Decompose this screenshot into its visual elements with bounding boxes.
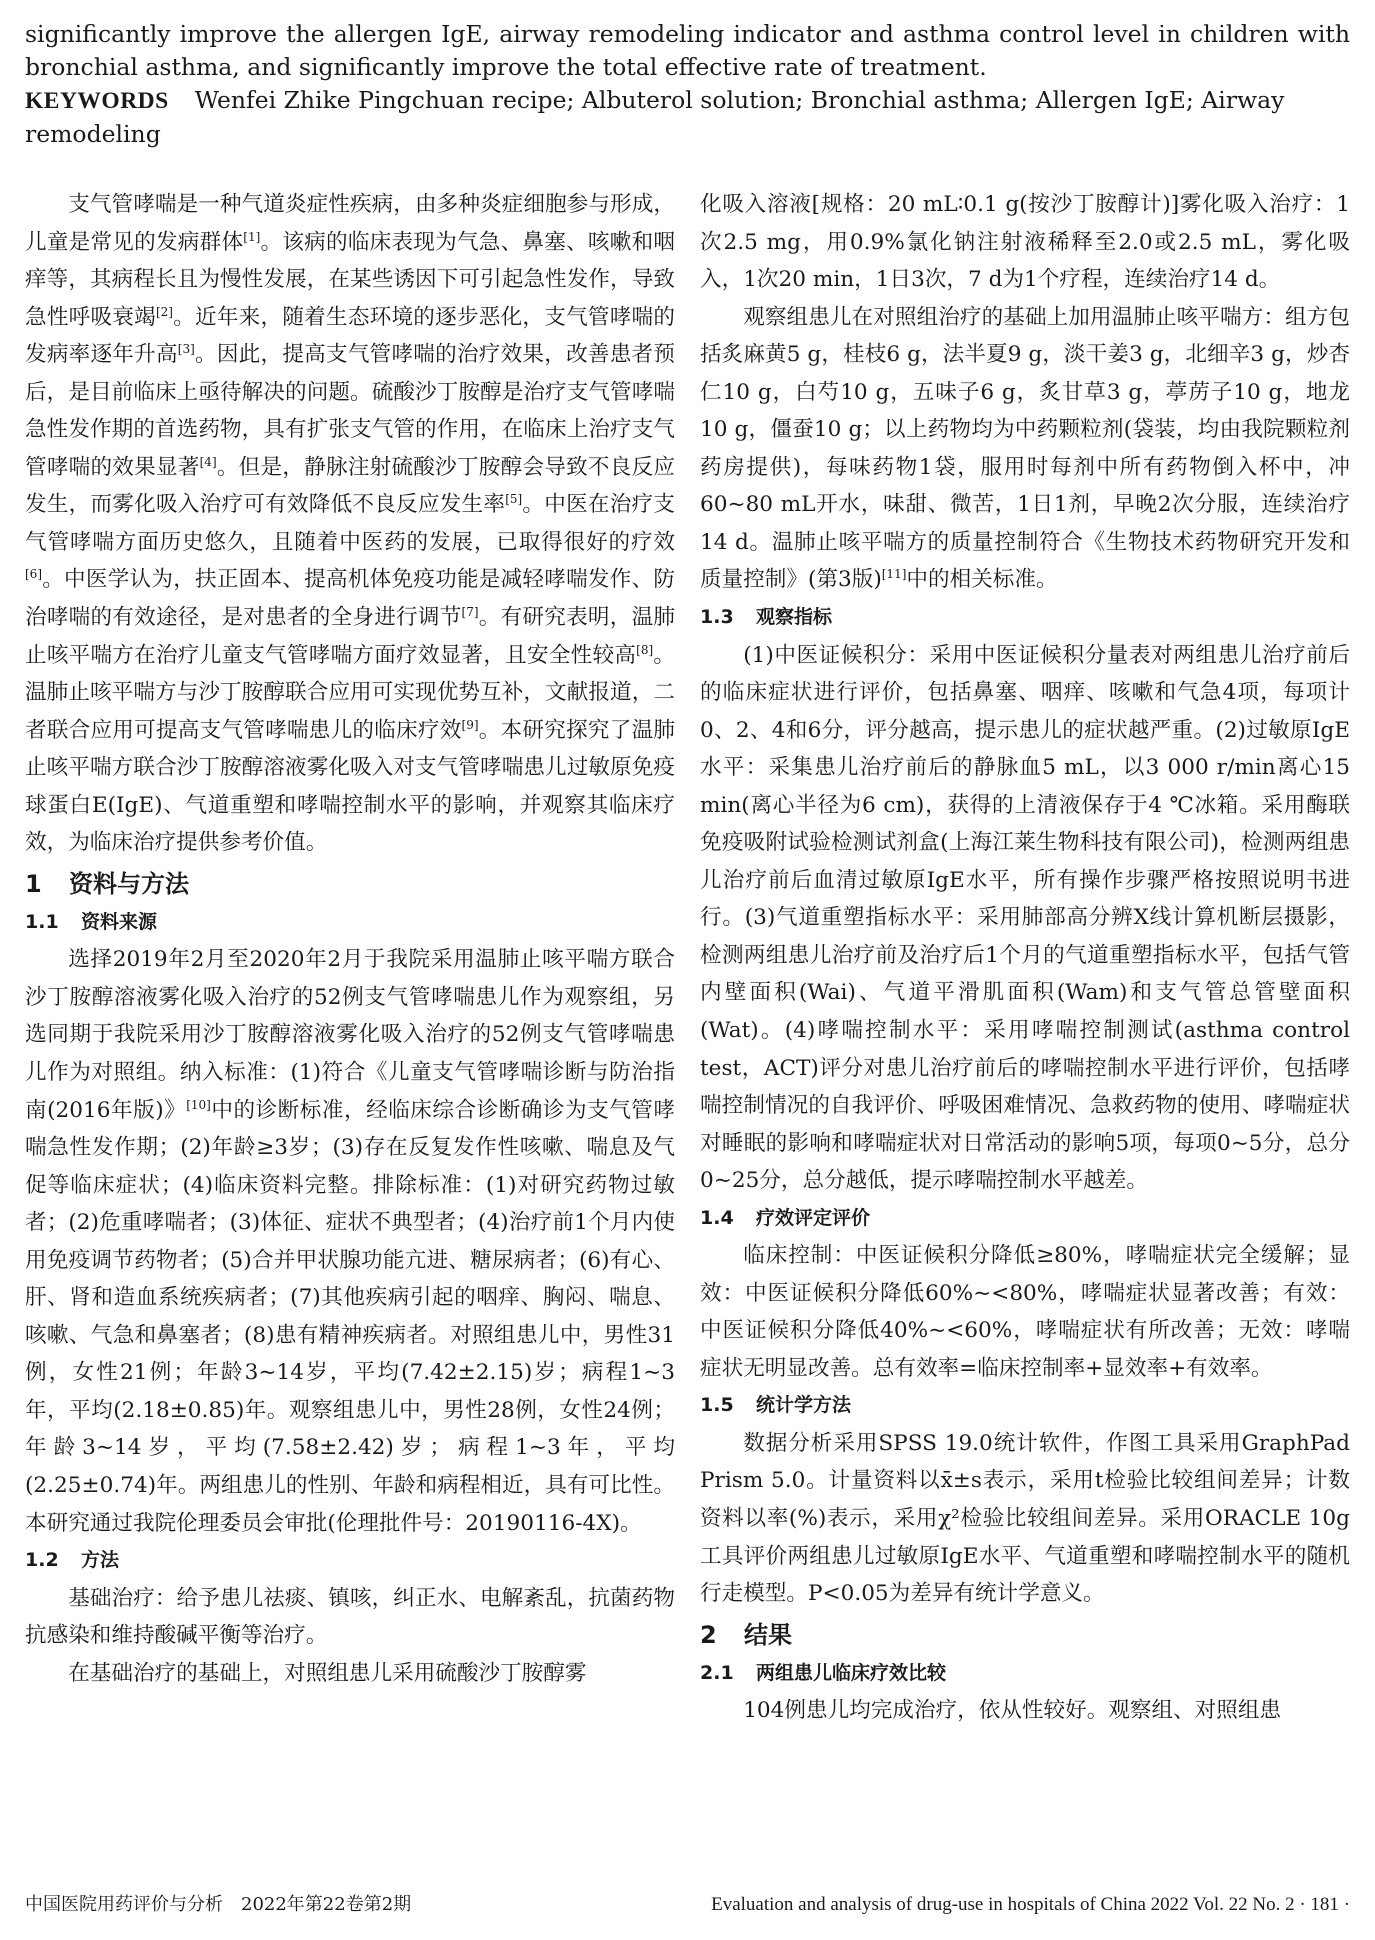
section-heading-2: 2 结果: [700, 1620, 792, 1649]
left-column: [25, 186, 675, 1730]
paragraph-1-1: 选择2019年2月至2020年2月于我院采用温肺止咳平喘方联合沙丁胺醇溶液雾化吸入治疗的52例支气管哮喘患儿作为观察组，另选同期于我院采用沙丁胺醇溶液雾化吸入治疗的52例支气管哮喘患儿作为对照组。纳入标准：(1)符合《儿童支气管哮喘诊断与防治指南(2016年版)》[10]中的诊断标准，经临床综合诊断确诊为支气管哮喘急性发作期；(2)年龄≥3岁；(3)存在反复发作性咳嗽、喘息及气促等临床症状；(4)临床资料完整。排除标准：(1)对研究药物过敏者；(2)危重哮喘者；(3)体征、症状不典型者；(4)治疗前1个月内使用免疫调节药物者；(5)合并甲状腺功能亢进、糖尿病者；(6)有心、肝、肾和造血系统疾病者；(7)其他疾病引起的咽痒、胸闷、喘息、咳嗽、气急和鼻塞者；(8)患有精神疾病者。对照组患儿中，男性31例，女性21例；年龄3~14岁，平均(7.42±2.15)岁；病程1~3年，平均(2.18±0.85)年。观察组患儿中，男性28例，女性24例；年龄3~14岁，平均(7.58±2.42)岁；病程1~3年，平均(2.25±0.74)年。两组患儿的性别、年龄和病程相近，具有可比性。本研究通过我院伦理委员会审批(伦理批件号：20190116-4X)。: [25, 947, 675, 1536]
abstract-tail: significantly improve the allergen IgE, airway remodeling indicator and asthma control level in children with bronchial asthma, and significantly improve the total effective rate of treatment.: [25, 20, 1350, 81]
keywords: [25, 84, 1350, 151]
section-heading-1: 1 资料与方法: [25, 869, 189, 898]
section-heading-2-1: 2.1 两组患儿临床疗效比较: [700, 1661, 947, 1684]
paragraph-1-5: 数据分析采用SPSS 19.0统计软件，作图工具采用GraphPad Prism 5.0。计量资料以x̄±s表示，采用t检验比较组间差异；计数资料以率(%)表示，采用χ²检验比较组间差异。采用ORACLE 10g工具评价两组患儿过敏原IgE水平、气道重塑和哮喘控制水平的随机行走模型。P<0.05为差异有统计学意义。: [700, 1430, 1350, 1607]
section-heading-1-5: 1.5 统计学方法: [700, 1394, 852, 1417]
body-columns: [25, 186, 1350, 1730]
page: [25, 18, 1350, 1724]
paragraph-1-3: (1)中医证候积分：采用中医证候积分量表对两组患儿治疗前后的临床症状进行评价，包括鼻塞、咽痒、咳嗽和气急4项，每项计0、2、4和6分，评分越高，提示患儿的症状越严重。(2)过敏原IgE水平：采集患儿治疗前后的静脉血5 mL，以3 000 r/min离心15 min(离心半径为6 cm)，获得的上清液保存于4 ℃冰箱。采用酶联免疫吸附试验检测试剂盒(上海江莱生物科技有限公司)，检测两组患儿治疗前后血清过敏原IgE水平，所有操作步骤严格按照说明书进行。(3)气道重塑指标水平：采用肺部高分辨X线计算机断层摄影，检测两组患儿治疗前及治疗后1个月的气道重塑指标水平，包括气管内壁面积(Wai)、气道平滑肌面积(Wam)和支气管总管壁面积(Wat)。(4)哮喘控制水平：采用哮喘控制测试(asthma control test，ACT)评分对患儿治疗前后的哮喘控制水平进行评价，包括哮喘控制情况的自我评价、呼吸困难情况、急救药物的使用、哮喘症状对睡眠的影响和哮喘症状对日常活动的影响5项，每项0~5分，总分0~25分，总分越低，提示哮喘控制水平越差。: [700, 642, 1350, 1194]
section-heading-1-4: 1.4 疗效评定评价: [700, 1206, 871, 1229]
section-heading-1-1: 1.1 资料来源: [25, 910, 158, 933]
keywords-text: Wenfei Zhike Pingchuan recipe; Albuterol solution; Bronchial asthma; Allergen IgE; Airway remodeling: [25, 86, 1285, 148]
paragraph-continued: 化吸入溶液[规格：20 mL∶0.1 g(按沙丁胺醇计)]雾化吸入治疗：1次2.5 mg，用0.9%氯化钠注射液稀释至2.0或2.5 mL，雾化吸入，1次20 min，1日3次，7 d为1个疗程，连续治疗14 d。: [700, 192, 1350, 293]
page-footer: [25, 1890, 1350, 1920]
paragraph-1-2a: 基础治疗：给予患儿祛痰、镇咳，纠正水、电解紊乱，抗菌药物抗感染和维持酸碱平衡等治疗。: [25, 1585, 675, 1649]
right-column: [700, 186, 1350, 1730]
intro-paragraph: 支气管哮喘是一种气道炎症性疾病，由多种炎症细胞参与形成，儿童是常见的发病群体[1]。该病的临床表现为气急、鼻塞、咳嗽和咽痒等，其病程长且为慢性发展，在某些诱因下可引起急性发作，导致急性呼吸衰竭[2]。近年来，随着生态环境的逐步恶化，支气管哮喘的发病率逐年升高[3]。因此，提高支气管哮喘的治疗效果，改善患者预后，是目前临床上亟待解决的问题。硫酸沙丁胺醇是治疗支气管哮喘急性发作期的首选药物，具有扩张支气管的作用，在临床上治疗支气管哮喘的效果显著[4]。但是，静脉注射硫酸沙丁胺醇会导致不良反应发生，而雾化吸入治疗可有效降低不良反应发生率[5]。中医在治疗支气管哮喘方面历史悠久，且随着中医药的发展，已取得很好的疗效[6]。中医学认为，扶正固本、提高机体免疫功能是减轻哮喘发作、防治哮喘的有效途径，是对患者的全身进行调节[7]。有研究表明，温肺止咳平喘方在治疗儿童支气管哮喘方面疗效显著，且安全性较高[8]。温肺止咳平喘方与沙丁胺醇联合应用可实现优势互补，文献报道，二者联合应用可提高支气管哮喘患儿的临床疗效[9]。本研究探究了温肺止咳平喘方联合沙丁胺醇溶液雾化吸入对支气管哮喘患儿过敏原免疫球蛋白E(IgE)、气道重塑和哮喘控制水平的影响，并观察其临床疗效，为临床治疗提供参考价值。: [25, 192, 675, 856]
footer-journal-cn: 中国医院用药评价与分析 2022年第22卷第2期: [25, 1894, 412, 1915]
paragraph-1-4: 临床控制：中医证候积分降低≥80%，哮喘症状完全缓解；显效：中医证候积分降低60%~<80%，哮喘症状显著改善；有效：中医证候积分降低40%~<60%，哮喘症状有所改善；无效：哮喘症状无明显改善。总有效率=临床控制率+显效率+有效率。: [700, 1243, 1350, 1381]
paragraph-2-1: 104例患儿均完成治疗，依从性较好。观察组、对照组患: [743, 1698, 1282, 1724]
section-heading-1-2: 1.2 方法: [25, 1549, 120, 1572]
keywords-label: KEYWORDS: [25, 88, 169, 114]
section-heading-1-3: 1.3 观察指标: [700, 606, 833, 629]
paragraph-observation-group: 观察组患儿在对照组治疗的基础上加用温肺止咳平喘方：组方包括炙麻黄5 g，桂枝6 g，法半夏9 g，淡干姜3 g，北细辛3 g，炒杏仁10 g，白芍10 g，五味子6 g，炙甘草3 g，葶苈子10 g，地龙10 g，僵蚕10 g；以上药物均为中药颗粒剂(袋装，均由我院颗粒剂药房提供)，每味药物1袋，服用时每剂中所有药物倒入杯中，冲60~80 mL开水，味甜、微苦，1日1剂，早晚2次分服，连续治疗14 d。温肺止咳平喘方的质量控制符合《生物技术药物研究开发和质量控制》(第3版)[11]中的相关标准。: [700, 304, 1350, 593]
paragraph-1-2b: 在基础治疗的基础上，对照组患儿采用硫酸沙丁胺醇雾: [68, 1660, 587, 1686]
footer-journal-en: Evaluation and analysis of drug-use in hospitals of China 2022 Vol. 22 No. 2 · 181 ·: [711, 1894, 1350, 1915]
